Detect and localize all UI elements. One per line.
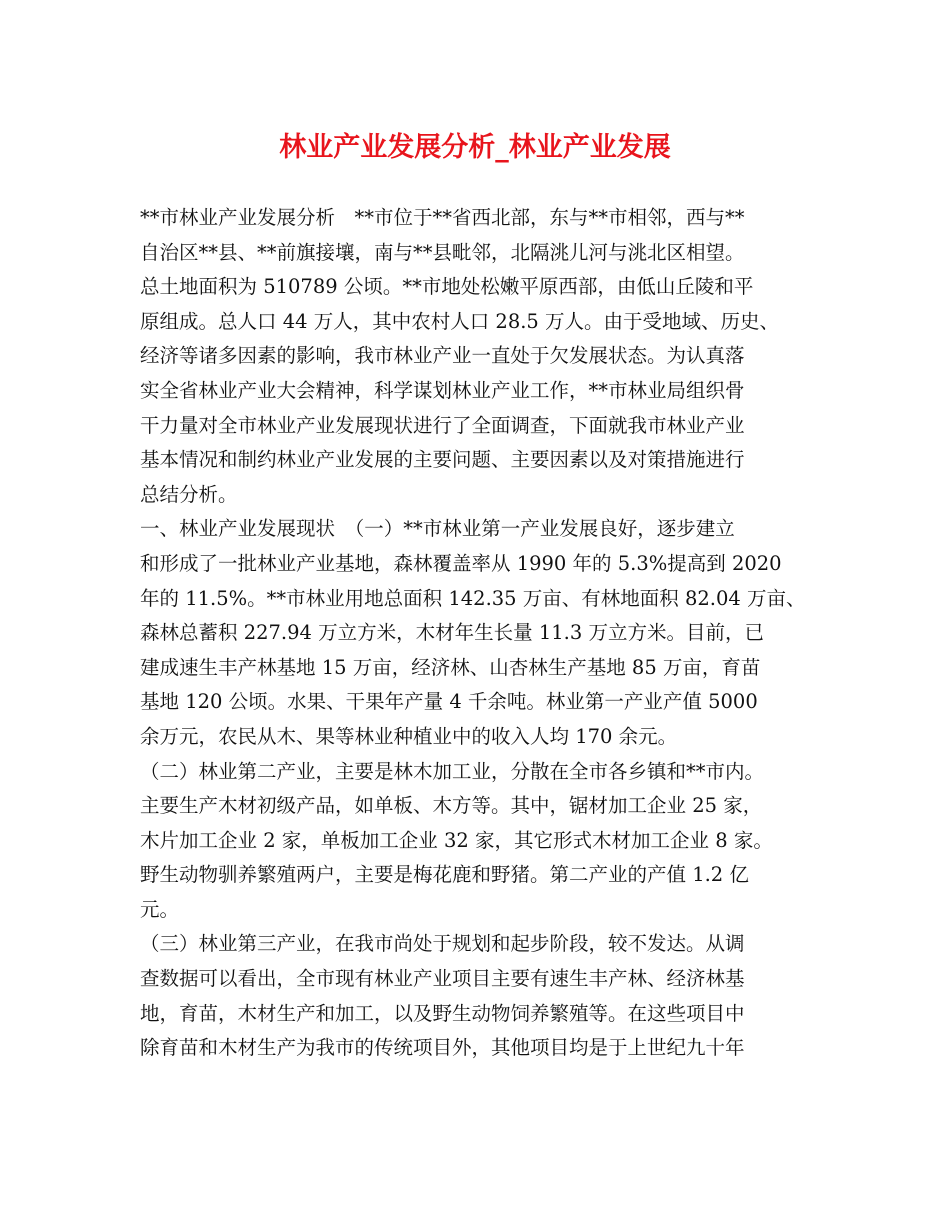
text-line: 地，育苗，木材生产和加工，以及野生动物饲养繁殖等。在这些项目中 <box>140 1001 745 1025</box>
text-line: 木片加工企业 2 家，单板加工企业 32 家，其它形式木材加工企业 8 家。 <box>140 828 773 852</box>
text-line: （三）林业第三产业，在我市尚处于规划和起步阶段，较不发达。从调 <box>140 932 745 956</box>
text-line: **市林业产业发展分析 **市位于**省西北部，东与**市相邻，西与** <box>140 206 745 229</box>
text-line: （二）林业第二产业，主要是林木加工业，分散在全市各乡镇和**市内。 <box>140 759 765 783</box>
text-line: 一、林业产业发展现状 （一）**市林业第一产业发展良好，逐步建立 <box>140 517 735 541</box>
text-line: 余万元，农民从木、果等林业种植业中的收入人均 170 余元。 <box>140 724 678 748</box>
text-line: 基本情况和制约林业产业发展的主要问题、主要因素以及对策措施进行 <box>140 448 745 472</box>
text-line: 森林总蓄积 227.94 万立方米，木材年生长量 11.3 万立方米。目前，已 <box>140 621 764 645</box>
text-line: 查数据可以看出，全市现有林业产业项目主要有速生丰产林、经济林基 <box>140 967 745 991</box>
text-line: 基地 120 公顷。水果、干果年产量 4 千余吨。林业第一产业产值 5000 <box>140 690 758 714</box>
text-line: 实全省林业产业大会精神，科学谋划林业产业工作，**市林业局组织骨 <box>140 378 745 402</box>
text-line: 主要生产木材初级产品，如单板、木方等。其中，锯材加工企业 25 家， <box>140 794 763 818</box>
text-line: 元。 <box>140 897 180 921</box>
document-body <box>140 201 820 1066</box>
document-title: 林业产业发展分析_林业产业发展 <box>279 132 671 163</box>
text-line: 总结分析。 <box>140 482 238 506</box>
text-line: 野生动物驯养繁殖两户，主要是梅花鹿和野猪。第二产业的产值 1.2 亿 <box>140 863 749 887</box>
text-line: 原组成。总人口 44 万人，其中农村人口 28.5 万人。由于受地域、历史、 <box>140 309 780 333</box>
text-line: 除育苗和木材生产为我市的传统项目外，其他项目均是于上世纪九十年 <box>140 1036 745 1060</box>
text-line: 自治区**县、**前旗接壤，南与**县毗邻，北隔洮儿河与洮北区相望。 <box>140 240 745 264</box>
text-line: 年的 11.5%。**市林业用地总面积 142.35 万亩、有林地面积 82.04 万亩、 <box>140 586 806 610</box>
text-line: 经济等诸多因素的影响，我市林业产业一直处于欠发展状态。为认真落 <box>140 344 745 368</box>
text-line: 建成速生丰产林基地 15 万亩，经济林、山杏林生产基地 85 万亩，育苗 <box>140 655 761 679</box>
text-line: 总土地面积为 510789 公顷。**市地处松嫩平原西部，由低山丘陵和平 <box>140 275 754 299</box>
text-line: 和形成了一批林业产业基地，森林覆盖率从 1990 年的 5.3%提高到 2020 <box>140 551 782 575</box>
text-line: 干力量对全市林业产业发展现状进行了全面调查，下面就我市林业产业 <box>140 413 745 437</box>
